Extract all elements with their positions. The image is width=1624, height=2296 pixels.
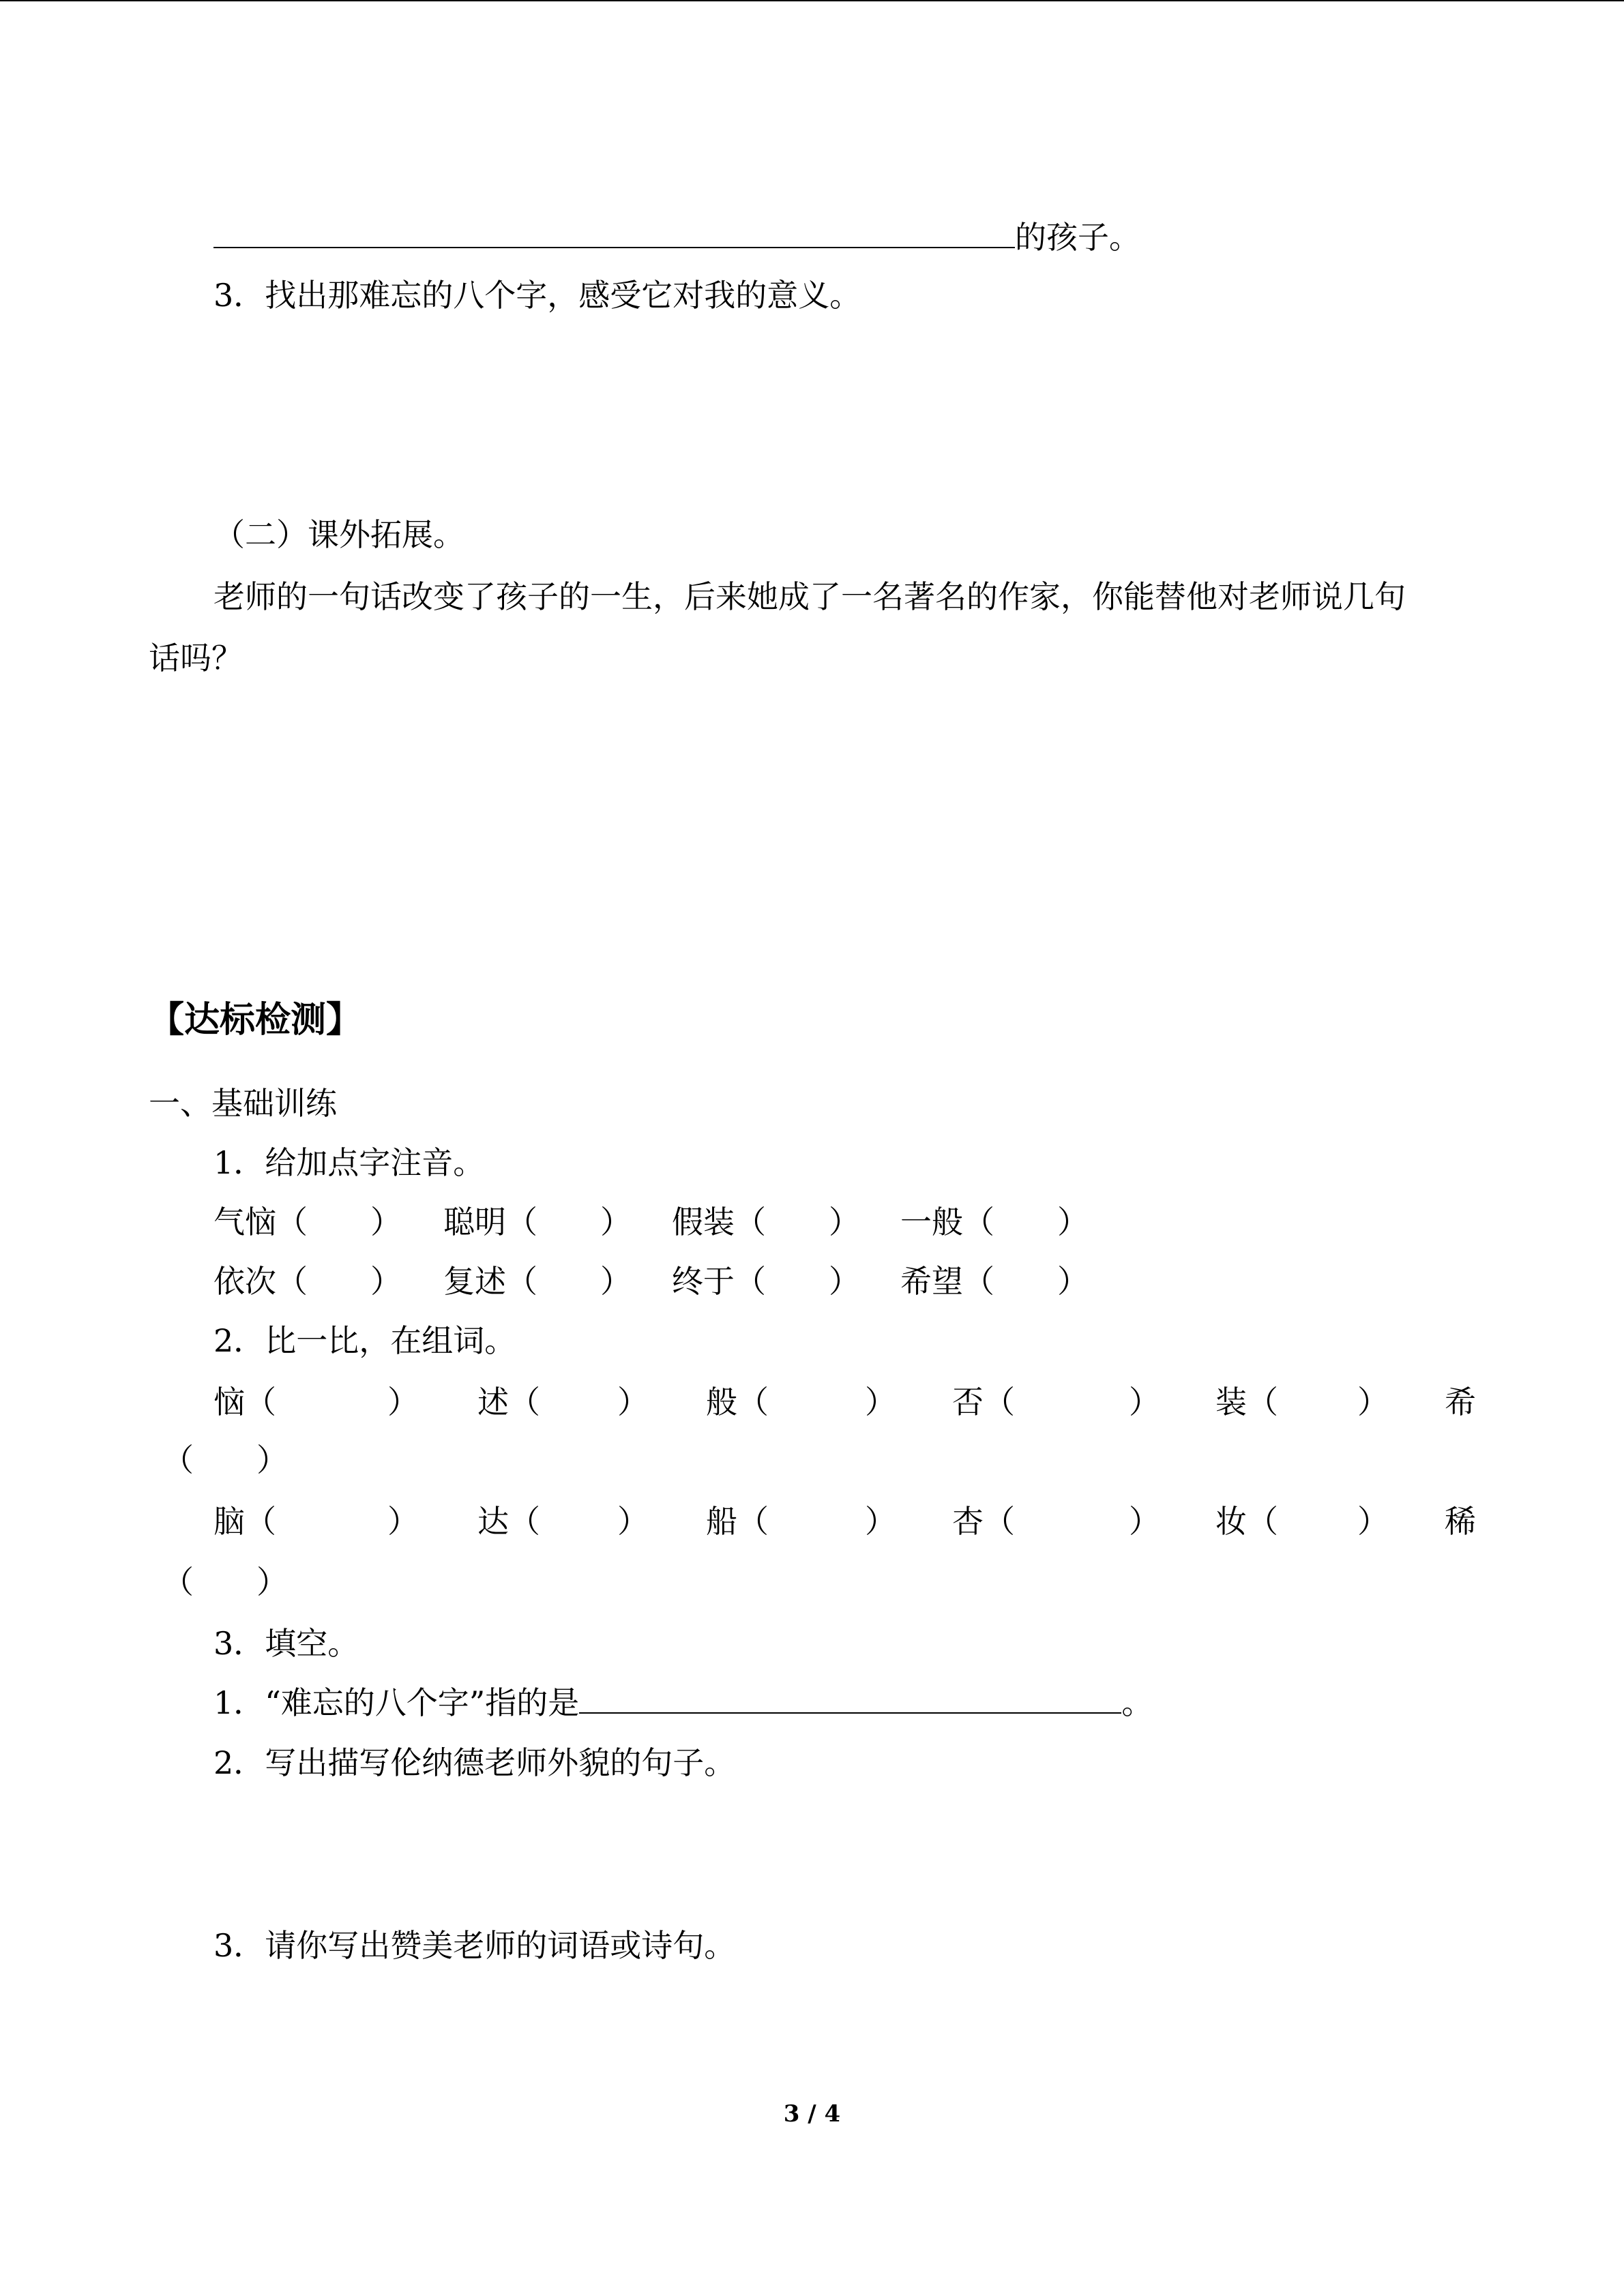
question-2-compare: 2．比一比，在组词。 [213, 1322, 516, 1359]
compare-char: 稀 [1445, 1503, 1476, 1540]
extension-text-line1: 老师的一句话改变了孩子的一生，后来她成了一名著名的作家，你能替他对老师说几句 [213, 578, 1406, 615]
pinyin-item[interactable]: 聪明（ ） [443, 1204, 632, 1240]
pinyin-item[interactable]: 依次（ ） [213, 1263, 402, 1300]
fill-item-1-blank[interactable] [579, 1682, 1121, 1714]
compare-char: 希 [1445, 1384, 1476, 1420]
compare-char-close: ） [1357, 1503, 1389, 1540]
compare-wrap-parens: （ ） [162, 1442, 288, 1478]
pinyin-item[interactable]: 希望（ ） [900, 1263, 1089, 1300]
compare-char-open: 述（ [477, 1384, 540, 1420]
fill-item-3: 3．请你写出赞美老师的词语或诗句。 [213, 1927, 736, 1964]
compare-char-close: ） [617, 1503, 649, 1540]
compare-char-close: ） [1357, 1384, 1389, 1420]
compare-char-open: 妆（ [1215, 1503, 1278, 1540]
pinyin-item[interactable]: 复述（ ） [443, 1263, 632, 1300]
compare-char-close: ） [865, 1503, 896, 1540]
compare-char-open: 否（ [952, 1384, 1015, 1420]
question-3-fill: 3．填空。 [213, 1625, 359, 1662]
compare-char-open: 船（ [706, 1503, 769, 1540]
compare-char-open: 达（ [477, 1503, 540, 1540]
fill-item-1-suffix: 。 [1121, 1684, 1153, 1721]
compare-char-open: 杏（ [952, 1503, 1015, 1540]
compare-char-open: 装（ [1215, 1384, 1278, 1420]
section-heading: 【达标检测】 [149, 1000, 362, 1041]
fill-item-2: 2．写出描写伦纳德老师外貌的句子。 [213, 1744, 736, 1781]
answer-blank[interactable] [213, 217, 1015, 248]
compare-char-close: ） [387, 1384, 419, 1420]
section-basic-training: 一、基础训练 [149, 1085, 337, 1122]
compare-char-close: ） [387, 1503, 419, 1540]
compare-char-close: ） [1129, 1503, 1160, 1540]
answer-line-row [213, 217, 1140, 258]
fill-item-1 [213, 1682, 1153, 1723]
compare-char-close: ） [617, 1384, 649, 1420]
compare-wrap-parens: （ ） [162, 1564, 288, 1600]
compare-char-open: 脑（ [213, 1503, 276, 1540]
compare-char-open: 般（ [706, 1384, 769, 1420]
pinyin-item[interactable]: 假装（ ） [672, 1204, 860, 1240]
extension-title: （二）课外拓展。 [213, 516, 464, 553]
page-number: 3 / 4 [783, 2100, 841, 2128]
pinyin-item[interactable]: 一般（ ） [900, 1204, 1089, 1240]
answer-line-suffix: 的孩子。 [1015, 219, 1140, 256]
question-1-pinyin: 1．给加点字注音。 [213, 1144, 485, 1181]
extension-text-line2: 话吗？ [149, 640, 243, 676]
pinyin-item[interactable]: 气恼（ ） [213, 1204, 402, 1240]
page-top-border [0, 0, 1624, 1]
compare-char-close: ） [1129, 1384, 1160, 1420]
compare-char-close: ） [865, 1384, 896, 1420]
compare-char-open: 恼（ [213, 1384, 276, 1420]
question-3-eight-words: 3．找出那难忘的八个字，感受它对我的意义。 [213, 277, 861, 314]
fill-item-1-text: 1．“难忘的八个字”指的是 [213, 1684, 580, 1721]
pinyin-item[interactable]: 终于（ ） [672, 1263, 860, 1300]
